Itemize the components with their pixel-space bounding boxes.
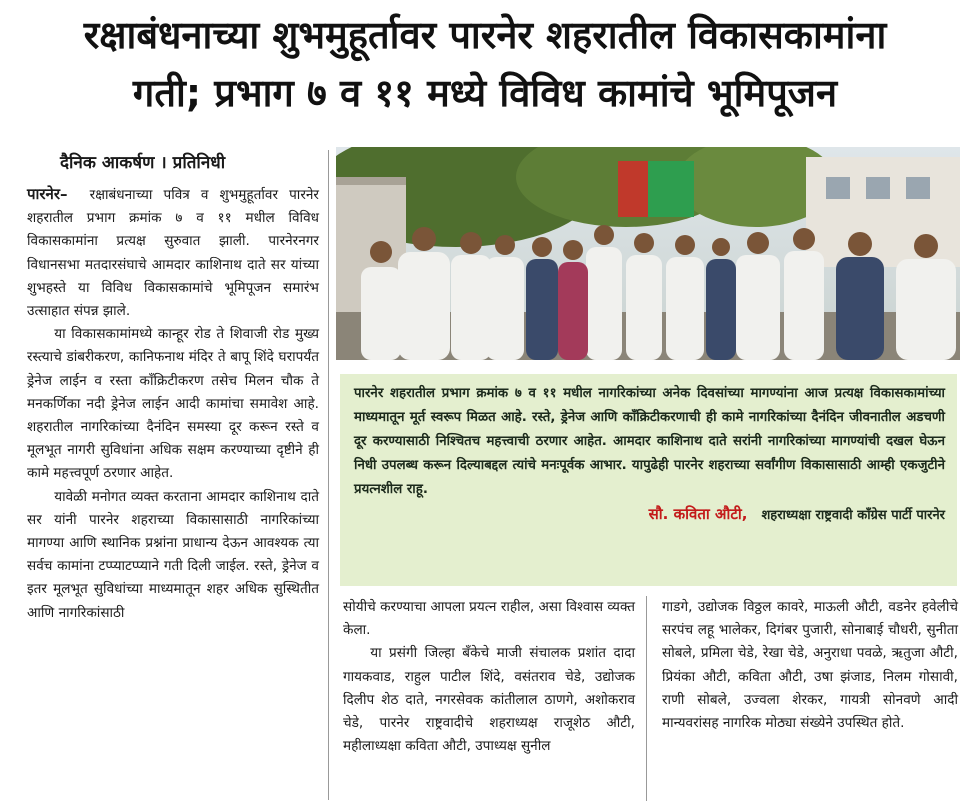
quote-text: पारनेर शहरातील प्रभाग क्रमांक ७ व ११ मधील नागरिकांच्या अनेक दिवसांच्या मागण्यांना आज प्रत्यक्ष विकासकामांच्या माध्यमातून मूर्त स्वरूप मिळत आहे. रस्ते, ड्रेनेज आणि कॉंक्रिटीकरणाची ही कामे नागरिकांच्या दैनंदिन जीवनातील अडचणी दूर करण्यासाठी निश्चितच महत्त्वाची ठरणार आहेत. आमदार काशिनाथ दाते सरांनी नागरिकांच्या मागण्यांची दखल घेऊन निधी उपलब्ध करून दिल्याबद्दल त्यांचे मनःपूर्वक आभार. यापुढेही पारनेर शहराच्या सर्वांगीण विकासासाठी आम्ही एकजुटीने प्रयत्नशील राहू.: [354, 386, 945, 497]
paragraph: या प्रसंगी जिल्हा बँकेचे माजी संचालक प्रशांत दादा गायकवाड, राहुल पाटील शिंदे, वसंतराव चेडे, उद्योजक दिलीप शेठ दाते, नगरसेवक कांतीलाल ठाणगे, अशोकराव चेडे, पारनेर राष्ट्रवादीचे शहराध्यक्ष राजूशेठ औटी, महीलाध्यक्षा कविता औटी, उपाध्यक्ष सुनील: [343, 645, 635, 755]
dateline-place: पारनेर–: [27, 185, 68, 203]
headline-line-2: गती; प्रभाग ७ व ११ मध्ये विविध कामांचे भूमिपूजन: [132, 71, 838, 115]
paragraph-text: रक्षाबंधनाच्या पवित्र व शुभमुहूर्तावर पारनेर शहरातील प्रभाग क्रमांक ७ व ११ मधील विविध विकासकामांना प्रत्यक्ष सुरुवात झाली. पारनेरनगर विधानसभा मतदारसंघाचे आमदार काशिनाथ दाते सर यांच्या शुभहस्ते या विविध विकासकामांचे भूमिपूजन समारंभ उत्साहात संपन्न झाले.: [27, 187, 319, 320]
event-photograph: [336, 147, 960, 360]
paragraph: यावेळी मनोगत व्यक्त करताना आमदार काशिनाथ दाते सर यांनी पारनेर शहराच्या विकासासाठी नागरिकांच्या मागण्या आणि स्थानिक प्रश्नांना प्राधान्य देऊन आवश्यक त्या सर्वच कामांना टप्प्याटप्प्याने गती दिली जाईल. रस्ते, ड्रेनेज व इतर मूलभूत सुविधांच्या माध्यमातून शहर अधिक सुस्थितीत आणि नागरिकांसाठी: [27, 488, 319, 621]
paragraph: गाडगे, उद्योजक विठ्ठल कावरे, माऊली औटी, वडनेर हवेलीचे सरपंच लहू भालेकर, दिगंबर पुजारी, सोनाबाई चौधरी, सुनीता सोबले, प्रमिला चेडे, रेखा चेडे, अनुराधा पवळे, ऋतुजा औटी, प्रियंका औटी, कविता औटी, उषा झंजाड, निलम गोसावी, राणी सोबले, उज्वला शेरकर, गायत्री सोनवणे आदी मान्यवरांसह नागरिक मोठ्या संख्येने उपस्थित होते.: [662, 599, 958, 732]
paragraph: [27, 183, 319, 323]
column-divider: [328, 150, 329, 800]
byline: दैनिक आकर्षण । प्रतिनिधी: [60, 153, 226, 173]
article-column-1: [27, 183, 319, 625]
paragraph: या विकासकामांमध्ये कान्हूर रोड ते शिवाजी रोड मुख्य रस्त्याचे डांबरीकरण, कानिफनाथ मंदिर ते बापू शिंदे घरापर्यंत ड्रेनेज लाईन व रस्ता कॉंक्रिटीकरण तसेच मिलन चौक ते मनकर्णिका नदी ड्रेनेज लाईन आदी कामांचा समावेश आहे. शहरातील नागरिकांच्या दैनंदिन समस्या दूर करून रस्ते व मूलभूत नागरी सुविधांना अधिक सक्षम करण्याच्या दृष्टीने ही कामे महत्त्वपूर्ण ठरणार आहेत.: [27, 326, 319, 482]
headline-line-1: रक्षाबंधनाच्या शुभमुहूर्तावर पारनेर शहरातील विकासकामांना: [83, 13, 887, 57]
signature-name: सौ. कविता औटी,: [648, 505, 748, 523]
paragraph: सोयीचे करण्याचा आपला प्रयत्न राहील, असा विश्वास व्यक्त केला.: [343, 599, 635, 639]
headline: [0, 6, 970, 122]
column-divider: [646, 596, 647, 801]
article-column-2: [343, 596, 635, 758]
quote-box: [340, 374, 957, 586]
article-column-3: [662, 596, 958, 735]
quote-signature: [354, 504, 945, 524]
signature-role: शहराध्यक्षा राष्ट्रवादी कॉंग्रेस पार्टी पारनेर: [761, 508, 945, 523]
